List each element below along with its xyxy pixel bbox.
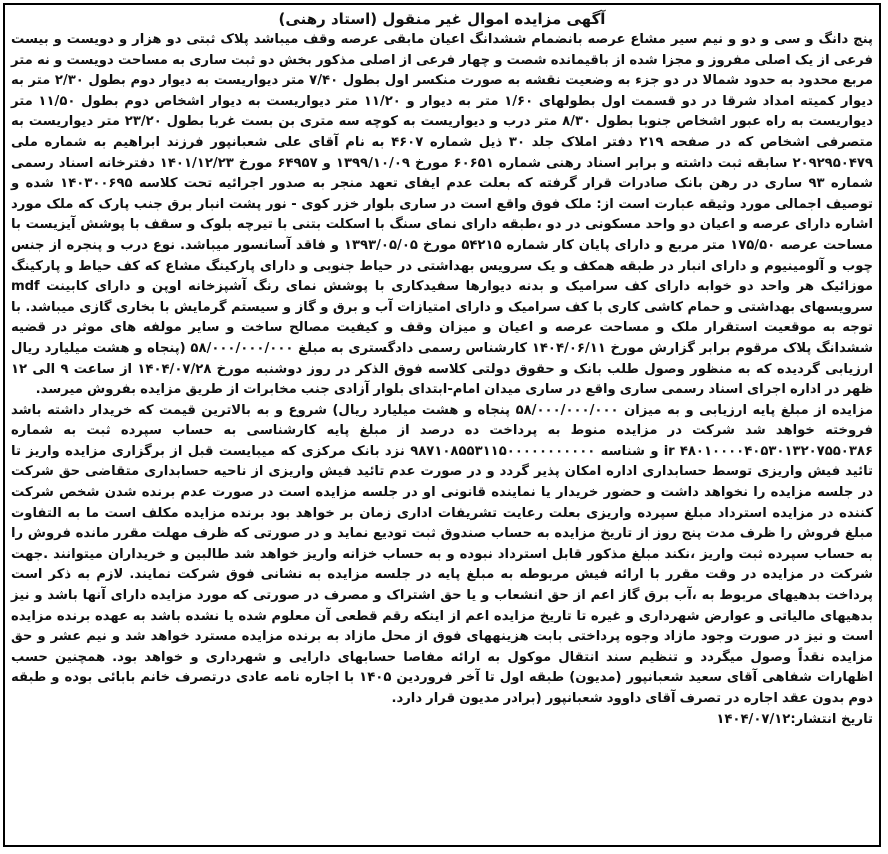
notice-paragraph-property: پنج دانگ و سی و دو و نیم سیر مشاع عرصه بانضمام ششدانگ اعیان مابقی عرصه وقف میباشد پلاک ثبتی دو هزار و دویست و بیست فرعی از یک اصلی مفروز و مجزا شده از باقیمانده شصت و چهار فرعی از اصلی مذکور بخش دو ثبت ساری به مساحت دویست و نه متر مربع محدود به حدود شمالا در دو جزء به وضعیت نقشه به صورت منکسر اول بطول ۷/۴۰ متر دیواریست به دیوار دوم بطول ۲/۳۰ متر به دیوار کمیته امداد شرقا در دو قسمت اول بطولهای ۱/۶۰ متر به دیوار و ۱۱/۲۰ متر دیواریست به دیوار اشخاص دوم بطول ۱۱/۵۰ متر دیواریست به راه عبور اشخاص جنوبا بطول ۸/۳۰ متر درب و دیواریست به کوچه سه متری بن بست غربا بطول ۲۳/۲۰ متر دیواریست به متصرفی اشخاص که در صفحه ۲۱۹ دفتر املاک جلد ۳۰ ذیل شماره ۴۶۰۷ به نام آقای علی شعبانپور فرزند ابراهیم به شماره ملی ۲۰۹۲۹۵۰۴۷۹ سابقه ثبت داشته و برابر اسناد رهنی شماره ۶۰۶۵۱ مورخ ۱۳۹۹/۱۰/۰۹ و ۶۴۹۵۷ مورخ ۱۴۰۱/۱۲/۲۳ دفترخانه اسناد رسمی شماره ۹۳ ساری در رهن بانک صادرات قرار گرفته که بعلت عدم ایفای تعهد منجر به صدور اجرائیه تحت کلاسه ۱۴۰۳۰۰۶۹۵ شده و توصیف اجمالی مورد وثیقه عبارت است از: ملک فوق واقع است در ساری بلوار خزر کوی - نور پشت انبار برق جنب پارک که ملک مورد اشاره دارای عرصه و اعیان دو واحد مسکونی در دو ،طبقه دارای نمای سنگ با اسکلت بتنی با تیرچه بلوک و سقف با پوشش آیزیست با مساحت عرصه ۱۷۵/۵۰ متر مربع و دارای پایان کار شماره ۵۴۲۱۵ مورخ ۱۳۹۳/۰۵/۰۵ و فاقد آسانسور میباشد. نوع درب و پنجره از جنس چوب و آلومینیوم و دارای انبار در طبقه همکف و یک سرویس بهداشتی در حیاط جنوبی و دارای پارکینگ مشاع که کف حیاط و پارکینگ موزائیک هر واحد دو خوابه دارای کف سرامیک و بدنه دیوارها سفیدکاری با پوشش نمای رنگ آشپزخانه اوپن و دارای کابینت mdf سرویسهای بهداشتی و حمام کاشی کاری با کف سرامیک و دارای امتیازات آب و برق و گاز و سیستم گرمایش با بخاری گازی میباشد. با توجه به موقعیت استقرار ملک و مساحت عرصه و اعیان و میزان وقف و کیفیت مصالح ساخت و سایر مولفه های موثر در قضیه ششدانگ پلاک مرقوم برابر گزارش مورخ ۱۴۰۴/۰۶/۱۱ کارشناس رسمی دادگستری به مبلغ ۵۸/۰۰۰/۰۰۰/۰۰۰ (پنجاه و هشت میلیارد ریال ارزیابی گردیده که به منظور وصول طلب بانک و حقوق دولتی کلاسه فوق الذکر در روز دوشنبه مورخ ۱۴۰۴/۰۷/۲۸ از ساعت ۹ الی ۱۲ ظهر در اداره اجرای اسناد رسمی ساری واقع در ساری میدان امام-ابتدای بلوار آزادی جنب مخابرات از طریق مزایده بفروش میرسد. [11, 32, 874, 398]
notice-title: آگهی مزایده اموال غیر منقول (استاد رهنی) [278, 10, 606, 28]
notice-paragraph-terms: مزایده از مبلغ پایه ارزیابی و به میزان ۵۸/۰۰۰/۰۰۰/۰۰۰ پنجاه و هشت میلیارد ریال) شروع و به بالاترین قیمت که خریدار داشته باشد فروخته خواهد شد شرکت در مزایده منوط به پرداخت ده درصد از مبلغ پایه کارشناسی به حساب سپرده ثبت به شماره ۴۸۰۱۰۰۰۰۴۰۵۳۰۱۳۲۰۷۵۵۰۳۸۶ ir و شناسه ۹۸۷۱۰۸۵۵۳۱۱۵۰۰۰۰۰۰۰۰۰۰۰ نزد بانک مرکزی که میبایست قبل از برگزاری مزایده واریز تا تائید فیش واریزی توسط حسابداری اداره امکان پذیر گردد و در صورت عدم تائید فیش واریزی از ناحیه حسابداری متقاضی حق شرکت در جلسه مزایده را نخواهد داشت و حضور خریدار یا نماینده قانونی او در جلسه مزایده است در صورت عدم برنده شدن شخص شرکت کننده در مزایده استرداد مبلغ سپرده واریزی بعلت رعایت تشریفات اداری زمان بر خواهد بود برنده مزایده مکلف است ما به التفاوت مبلغ فروش را ظرف مدت پنج روز از تاریخ مزایده به حساب صندوق ثبت تودیع نماید و در صورتی که ظرف مهلت مقرر مانده فروش را به حساب سپرده ثبت واریز ،نکند مبلغ مذکور قابل استرداد نبوده و به حساب خزانه واریز خواهد شد طالبین و خریداران میتوانند .جهت شرکت در مزایده در وقت مقرر با ارائه فیش مربوطه به مبلغ پایه در جلسه مزایده به نشانی فوق شرکت نمایند. لازم به ذکر است پرداخت بدهیهای مربوط به ،آب برق گاز اعم از حق انشعاب و یا حق اشتراک و مصرف در صورتی که مورد مزایده دارای آنها باشد و نیز بدهیهای مالیاتی و عوارض شهرداری و غیره تا تاریخ مزایده اعم از اینکه رقم قطعی آن معلوم شده یا نشده باشد به عهده برنده مزایده است و نیز در صورت وجود مازاد وجوه پرداختی بابت هزینههای فوق از محل مازاد به برنده مزایده مسترد خواهد شد و نیم عشر و حق مزایده نقداً وصول میگردد و تنظیم سند انتقال موکول به ارائه مفاصا حسابهای دارایی و شهرداری و خواهد بود. همچنین حسب اظهارات شفاهی آقای سعید شعبانپور (مدیون) طبقه اول تا آخر فروردین ۱۴۰۵ با اجاره نامه عادی درتصرف خانم بابائی بوده و طبقه دوم بدون عقد اجاره در تصرف آقای داوود شعبانپور (برادر مدیون قرار دارد. [11, 402, 874, 706]
publish-date: تاریخ انتشار:۱۴۰۴/۰۷/۱۲ [716, 711, 873, 727]
notice-frame [3, 3, 881, 847]
notice-body [11, 9, 873, 841]
